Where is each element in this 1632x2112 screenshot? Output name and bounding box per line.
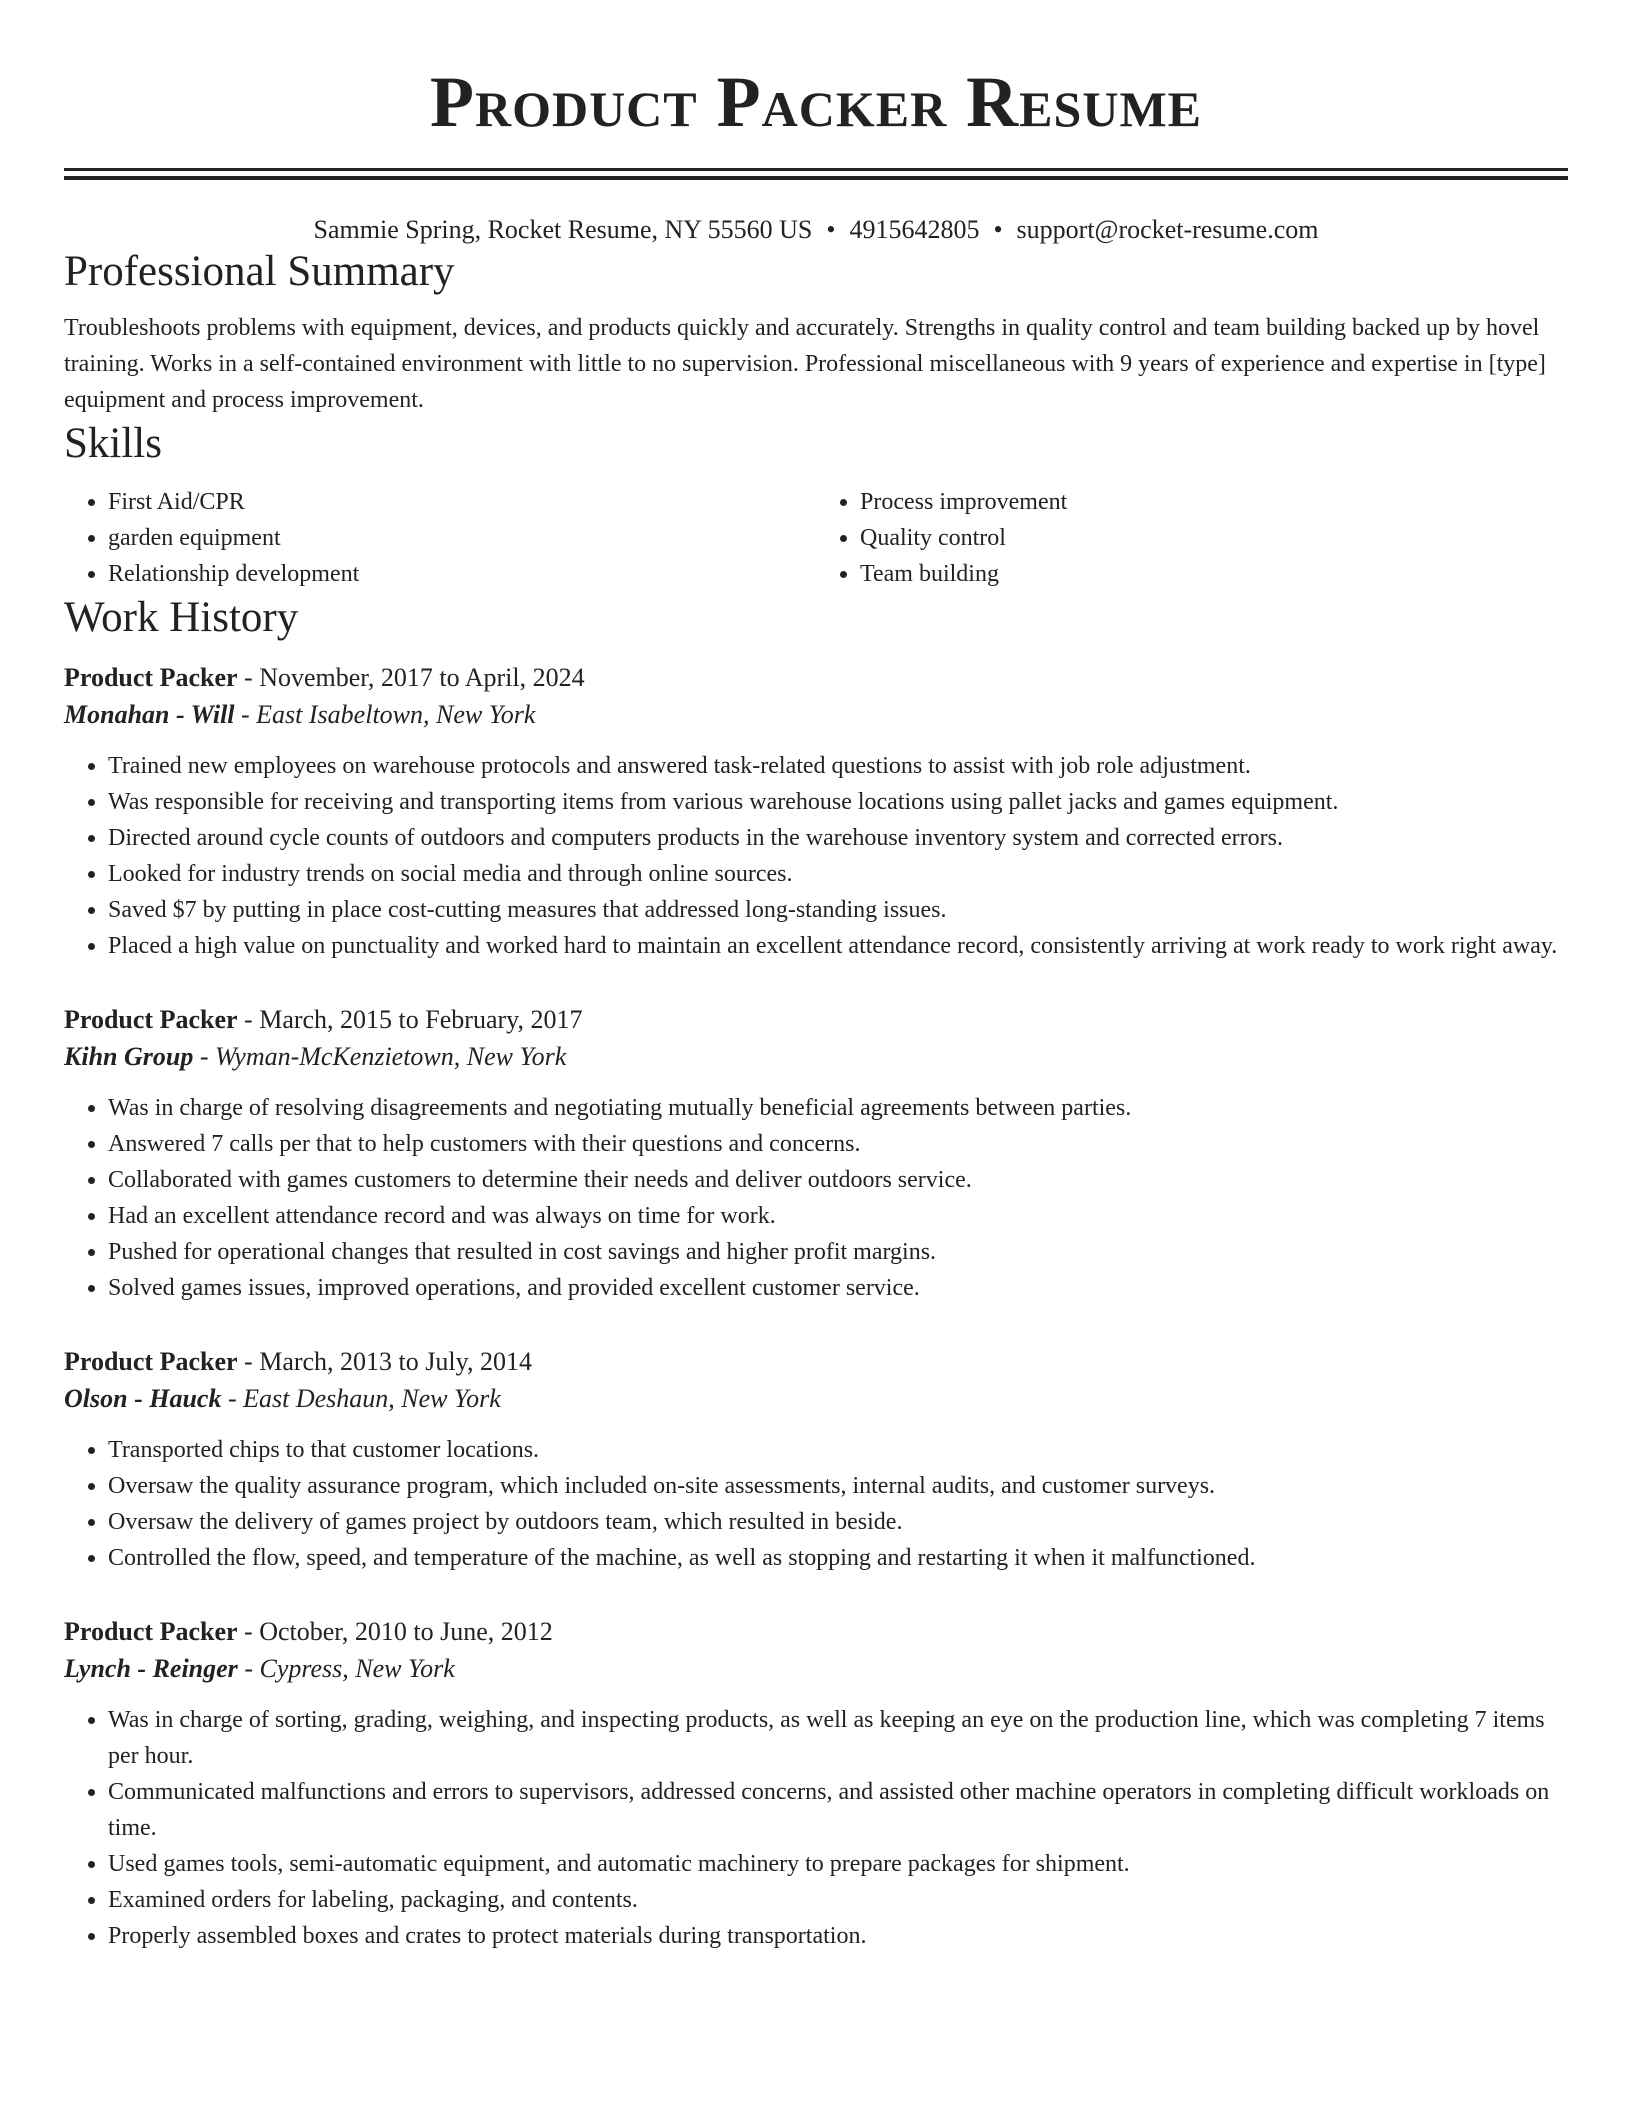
job-bullet: • Transported chips to that customer locations.: [108, 1432, 1568, 1468]
contact-phone: 4915642805: [849, 215, 980, 244]
job-title-line: [64, 1002, 1568, 1038]
skills-list: [64, 484, 1568, 592]
job-title: Product Packer: [64, 663, 238, 692]
job-bullet: • Was in charge of sorting, grading, weighing, and inspecting products, as well as keeping an eye on the production line, which was completing 7 items per hour.: [108, 1702, 1568, 1774]
company-location: - East Deshaun, New York: [221, 1384, 501, 1413]
title-divider-bottom: [64, 176, 1568, 180]
job-title-line: [64, 1344, 1568, 1380]
contact-line: [64, 214, 1568, 246]
skills-column-left: [64, 484, 816, 592]
job-bullet: • Answered 7 calls per that to help customers with their questions and concerns.: [108, 1126, 1568, 1162]
job-bullets: [64, 748, 1568, 964]
job-bullet: • Saved $7 by putting in place cost-cutting measures that addressed long-standing issues.: [108, 892, 1568, 928]
job-bullet: • Directed around cycle counts of outdoors and computers products in the warehouse inventory system and corrected errors.: [108, 820, 1568, 856]
company-name: Lynch - Reinger: [64, 1654, 238, 1683]
job-dates: - March, 2015 to February, 2017: [237, 1005, 583, 1034]
job-bullet: • Looked for industry trends on social media and through online sources.: [108, 856, 1568, 892]
job-title-line: [64, 660, 1568, 696]
summary-heading: Professional Summary: [64, 248, 455, 295]
job-dates: - November, 2017 to April, 2024: [237, 663, 585, 692]
work-history-heading: Work History: [64, 594, 299, 641]
job-entry: [64, 660, 1568, 964]
job-bullet: • Properly assembled boxes and crates to protect materials during transportation.: [108, 1918, 1568, 1954]
job-bullet: • Trained new employees on warehouse protocols and answered task-related questions to assist with job role adjustment.: [108, 748, 1568, 784]
contact-separator: •: [993, 215, 1003, 244]
job-entry: [64, 1614, 1568, 1954]
job-dates: - March, 2013 to July, 2014: [237, 1347, 532, 1376]
page-title: Product Packer Resume: [429, 62, 1202, 142]
skill-item: • First Aid/CPR: [108, 484, 816, 520]
contact-address: Sammie Spring, Rocket Resume, NY 55560 US: [313, 215, 813, 244]
job-bullet: • Placed a high value on punctuality and worked hard to maintain an excellent attendance record, consistently arriving at work ready to work right away.: [108, 928, 1568, 964]
skill-item: • garden equipment: [108, 520, 816, 556]
job-bullet: • Had an excellent attendance record and was always on time for work.: [108, 1198, 1568, 1234]
skill-item: • Process improvement: [860, 484, 1568, 520]
job-bullet: • Examined orders for labeling, packaging, and contents.: [108, 1882, 1568, 1918]
job-bullet: • Was responsible for receiving and transporting items from various warehouse locations using pallet jacks and games equipment.: [108, 784, 1568, 820]
skills-column-right: [816, 484, 1568, 592]
company-name: Kihn Group: [64, 1042, 194, 1071]
company-name: Olson - Hauck: [64, 1384, 222, 1413]
skill-item: • Quality control: [860, 520, 1568, 556]
company-line: [64, 696, 1568, 734]
job-bullet: • Used games tools, semi-automatic equipment, and automatic machinery to prepare packages for shipment.: [108, 1846, 1568, 1882]
job-bullet: • Controlled the flow, speed, and temperature of the machine, as well as stopping and restarting it when it malfunctioned.: [108, 1540, 1568, 1576]
job-bullet: • Was in charge of resolving disagreements and negotiating mutually beneficial agreements between parties.: [108, 1090, 1568, 1126]
contact-email: support@rocket-resume.com: [1016, 215, 1319, 244]
job-title: Product Packer: [64, 1617, 238, 1646]
company-line: [64, 1380, 1568, 1418]
job-title: Product Packer: [64, 1347, 238, 1376]
job-bullet: • Pushed for operational changes that resulted in cost savings and higher profit margins.: [108, 1234, 1568, 1270]
skills-heading: Skills: [64, 420, 162, 467]
contact-separator: •: [826, 215, 836, 244]
job-entry: [64, 1002, 1568, 1306]
company-location: - Cypress, New York: [237, 1654, 455, 1683]
job-bullet: • Communicated malfunctions and errors to supervisors, addressed concerns, and assisted other machine operators in completing difficult workloads on time.: [108, 1774, 1568, 1846]
summary-text: Troubleshoots problems with equipment, devices, and products quickly and accurately. Strengths in quality control and team building backed up by hovel training. Works in a self-contained environment with little to no supervision. Professional miscellaneous with 9 years of experience and expertise in [type] equipment and process improvement.: [64, 315, 1546, 413]
company-location: - East Isabeltown, New York: [234, 700, 536, 729]
company-name: Monahan - Will: [64, 700, 235, 729]
job-bullet: • Oversaw the delivery of games project by outdoors team, which resulted in beside.: [108, 1504, 1568, 1540]
job-bullets: [64, 1090, 1568, 1306]
skill-item: • Team building: [860, 556, 1568, 592]
title-divider-top: [64, 168, 1568, 171]
company-line: [64, 1038, 1568, 1076]
skill-item: • Relationship development: [108, 556, 816, 592]
job-title: Product Packer: [64, 1005, 238, 1034]
job-bullets: [64, 1432, 1568, 1576]
company-location: - Wyman-McKenzietown, New York: [193, 1042, 567, 1071]
job-bullet: • Solved games issues, improved operations, and provided excellent customer service.: [108, 1270, 1568, 1306]
job-bullets: [64, 1702, 1568, 1954]
job-dates: - October, 2010 to June, 2012: [237, 1617, 553, 1646]
job-title-line: [64, 1614, 1568, 1650]
company-line: [64, 1650, 1568, 1688]
job-bullet: • Oversaw the quality assurance program, which included on-site assessments, internal audits, and customer surveys.: [108, 1468, 1568, 1504]
job-entry: [64, 1344, 1568, 1576]
job-bullet: • Collaborated with games customers to determine their needs and deliver outdoors service.: [108, 1162, 1568, 1198]
